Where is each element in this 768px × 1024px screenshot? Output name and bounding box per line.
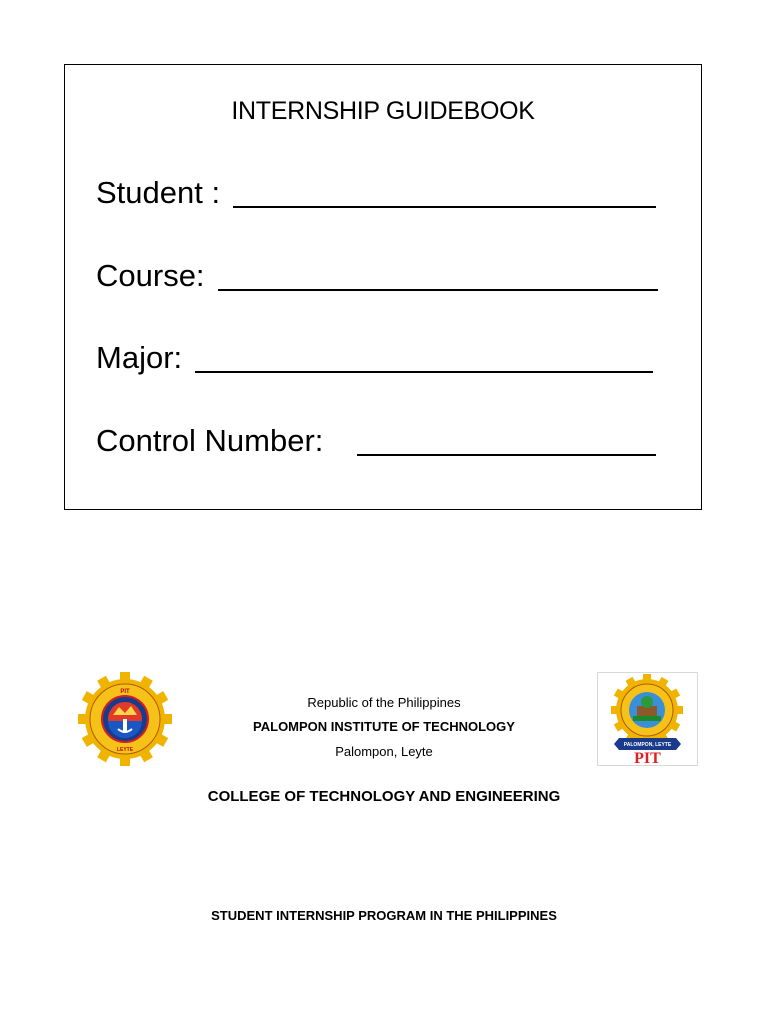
control-number-label: Control Number: xyxy=(96,423,324,458)
seal-ring-text: PIT xyxy=(120,689,130,695)
logo-ribbon-text: PALOMPON, LEYTE xyxy=(623,742,672,748)
student-label: Student : xyxy=(96,175,221,210)
college-name: COLLEGE OF TECHNOLOGY AND ENGINEERING xyxy=(207,788,561,805)
major-line xyxy=(195,371,653,373)
course-label: Course: xyxy=(96,258,205,293)
course-line xyxy=(218,289,658,291)
seal-bottom-text: LEYTE xyxy=(116,747,134,753)
logo-acronym: PIT xyxy=(634,750,661,766)
major-label: Major: xyxy=(96,340,183,375)
location-text: Palompon, Leyte xyxy=(335,744,433,759)
institute-name: PALOMPON INSTITUTE OF TECHNOLOGY xyxy=(253,719,515,734)
program-title: STUDENT INTERNSHIP PROGRAM IN THE PHILIPPINES xyxy=(211,908,557,923)
student-line xyxy=(233,206,656,208)
control-number-line xyxy=(357,454,656,456)
republic-text: Republic of the Philippines xyxy=(307,695,461,710)
cover-box xyxy=(64,64,702,510)
cover-title: INTERNSHIP GUIDEBOOK xyxy=(231,97,535,125)
